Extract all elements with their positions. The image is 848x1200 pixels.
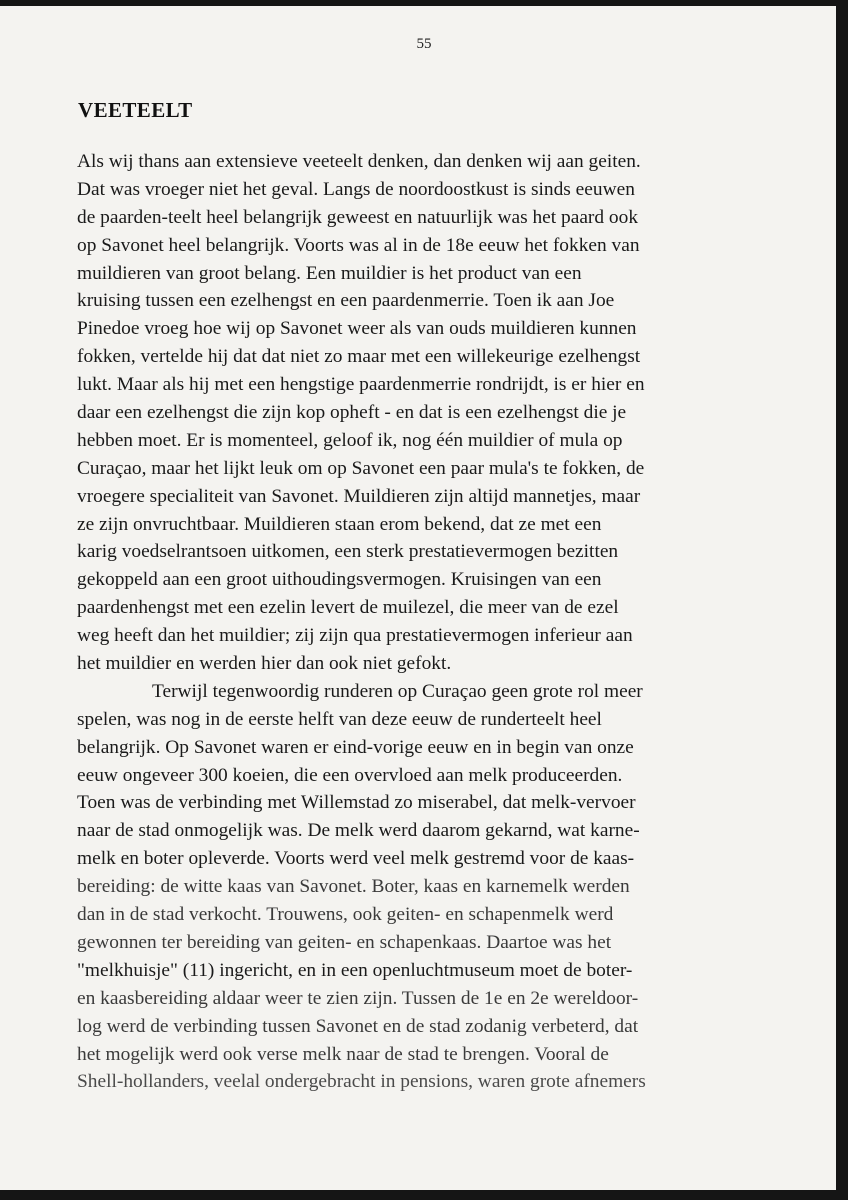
text-line: melk en boter opleverde. Voorts werd veel melk gestremd voor de kaas-: [77, 848, 635, 870]
text-line: en kaasbereiding aldaar weer te zien zijn. Tussen de 1e en 2e wereldoor-: [77, 987, 639, 1009]
text-line: gewonnen ter bereiding van geiten- en schapenkaas. Daartoe was het: [77, 931, 612, 953]
text-line: dan in de stad verkocht. Trouwens, ook geiten- en schapenmelk werd: [77, 904, 614, 926]
text-line: paardenhengst met een ezelin levert de muilezel, die meer van de ezel: [77, 597, 619, 619]
section-heading: VEETEELT: [78, 98, 193, 122]
text-line: Pinedoe vroeg hoe wij op Savonet weer als van ouds muildieren kunnen: [77, 318, 637, 340]
text-line: Terwijl tegenwoordig runderen op Curaçao geen grote rol meer: [152, 680, 643, 702]
text-line: "melkhuisje" (11) ingericht, en in een openluchtmuseum moet de boter-: [77, 959, 633, 981]
text-line: naar de stad onmogelijk was. De melk werd daarom gekarnd, wat karne-: [77, 820, 640, 842]
text-line: hebben moet. Er is momenteel, geloof ik, nog één muildier of mula op: [77, 429, 623, 451]
text-line: spelen, was nog in de eerste helft van deze eeuw de runderteelt heel: [77, 708, 602, 730]
text-line: kruising tussen een ezelhengst en een paardenmerrie. Toen ik aan Joe: [77, 290, 615, 312]
text-line: Toen was de verbinding met Willemstad zo miserabel, dat melk-vervoer: [77, 792, 636, 814]
text-line: de paarden-teelt heel belangrijk geweest en natuurlijk was het paard ook: [77, 206, 639, 228]
text-line: het mogelijk werd ook verse melk naar de stad te brengen. Vooral de: [77, 1043, 609, 1065]
text-line: belangrijk. Op Savonet waren er eind-vorige eeuw en in begin van onze: [77, 736, 634, 758]
text-line: muildieren van groot belang. Een muildier is het product van een: [77, 262, 582, 284]
body-text: [77, 148, 797, 1096]
text-line: weg heeft dan het muildier; zij zijn qua prestatievermogen inferieur aan: [77, 625, 633, 647]
text-line: het muildier en werden hier dan ook niet gefokt.: [77, 653, 452, 675]
text-line: op Savonet heel belangrijk. Voorts was al in de 18e eeuw het fokken van: [77, 234, 640, 256]
text-line: log werd de verbinding tussen Savonet en de stad zodanig verbeterd, dat: [77, 1015, 639, 1037]
text-line: daar een ezelhengst die zijn kop opheft - en dat is een ezelhengst die je: [77, 402, 627, 424]
text-line: vroegere specialiteit van Savonet. Muildieren zijn altijd mannetjes, maar: [77, 485, 641, 507]
text-line: Dat was vroeger niet het geval. Langs de noordoostkust is sinds eeuwen: [77, 178, 635, 200]
text-line: ze zijn onvruchtbaar. Muildieren staan erom bekend, dat ze met een: [77, 513, 602, 535]
text-line: karig voedselrantsoen uitkomen, een sterk prestatievermogen bezitten: [77, 541, 619, 563]
text-line: bereiding: de witte kaas van Savonet. Boter, kaas en karnemelk werden: [77, 876, 630, 898]
text-line: Als wij thans aan extensieve veeteelt denken, dan denken wij aan geiten.: [77, 151, 641, 172]
text-line: fokken, vertelde hij dat dat niet zo maar met een willekeurige ezelhengst: [77, 346, 641, 368]
book-page: [0, 6, 836, 1190]
text-line: lukt. Maar als hij met een hengstige paardenmerrie rondrijdt, is er hier en: [77, 374, 645, 396]
text-line: Shell-hollanders, veelal ondergebracht in pensions, waren grote afnemers: [77, 1071, 646, 1093]
text-line: Curaçao, maar het lijkt leuk om op Savonet een paar mula's te fokken, de: [77, 457, 645, 479]
page-number: 55: [416, 36, 432, 52]
text-line: eeuw ongeveer 300 koeien, die een overvloed aan melk produceerden.: [77, 764, 623, 786]
text-line: gekoppeld aan een groot uithoudingsvermogen. Kruisingen van een: [77, 569, 602, 591]
